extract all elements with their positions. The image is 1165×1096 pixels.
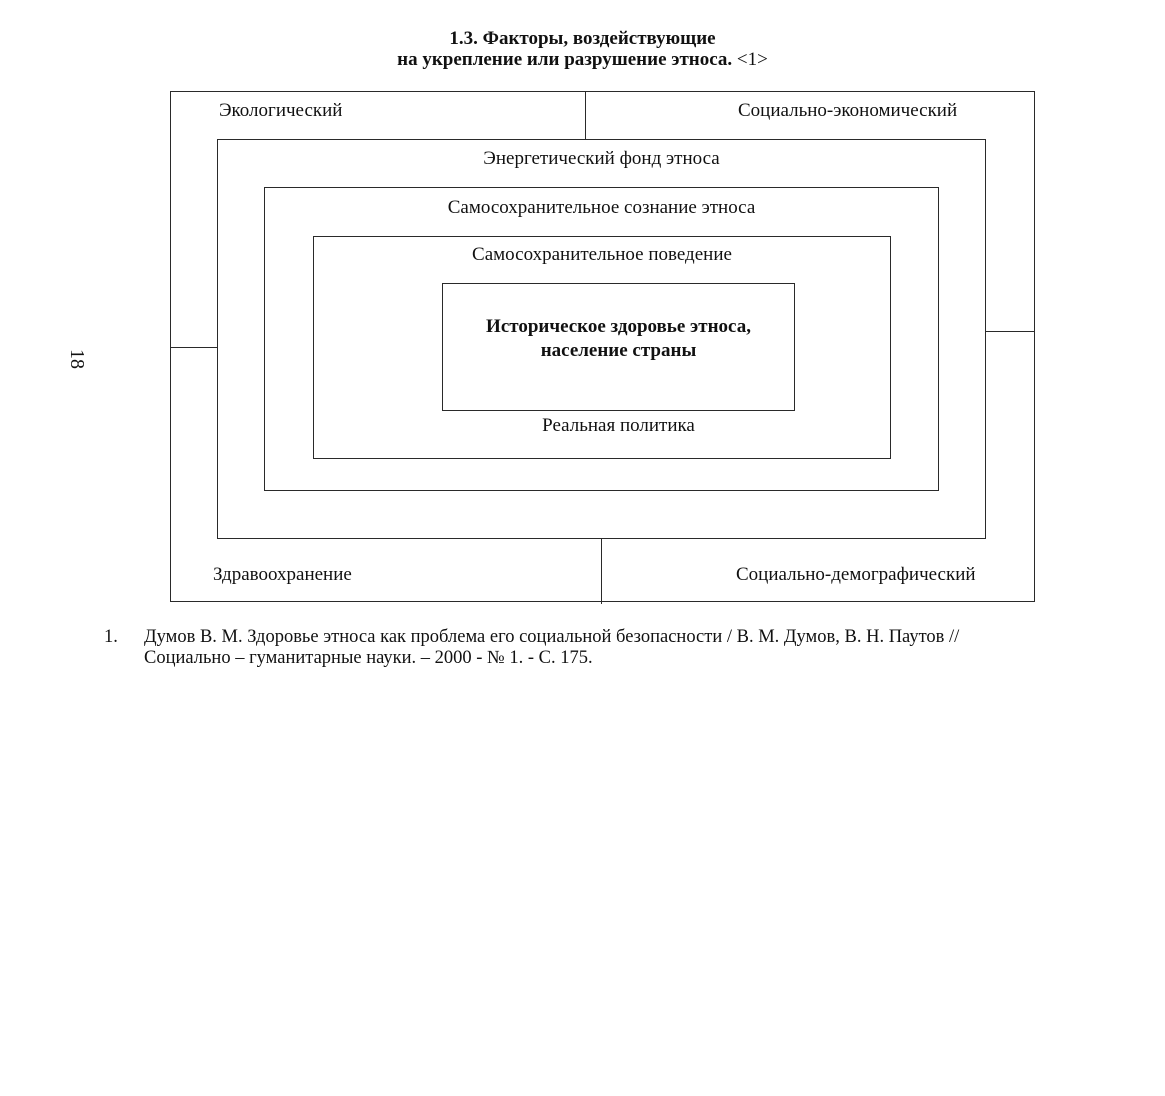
bottom-divider-line — [601, 538, 602, 604]
footnote-line2: Социально – гуманитарные науки. – 2000 - № 1. - С. 175. — [144, 648, 593, 668]
label-socio-economic: Социально-экономический — [738, 100, 958, 121]
label-socio-demographic: Социально-демографический — [736, 564, 976, 585]
figure-title — [0, 28, 1165, 70]
label-ecological: Экологический — [219, 100, 343, 121]
figure-title-line2 — [0, 49, 1165, 70]
figure-title-line2-text: на укрепление или разрушение этноса. — [397, 49, 733, 70]
label-energy-fund: Энергетический фонд этноса — [483, 148, 720, 169]
footnote-reference: <1> — [736, 49, 768, 70]
label-consciousness: Самосохранительное сознание этноса — [447, 197, 756, 218]
label-healthcare: Здравоохранение — [213, 564, 352, 585]
top-divider-line — [585, 91, 586, 139]
page-number: 18 — [66, 349, 88, 369]
label-behavior: Самосохранительное поведение — [472, 244, 732, 265]
figure-title-line1: 1.3. Факторы, воздействующие — [449, 28, 716, 49]
core-label-line1: Историческое здоровье этноса, — [486, 316, 751, 337]
footnote-number: 1. — [104, 627, 118, 647]
left-divider-line — [170, 347, 217, 348]
footnote-line1: Думов В. М. Здоровье этноса как проблема его социальной безопасности / В. М. Думов, В. Н. Паутов // — [144, 627, 960, 647]
core-label-line2: население страны — [540, 340, 697, 361]
right-divider-line — [986, 331, 1035, 332]
core-label — [443, 315, 794, 363]
footnote-text — [144, 627, 1114, 669]
label-real-politics: Реальная политика — [542, 415, 695, 436]
